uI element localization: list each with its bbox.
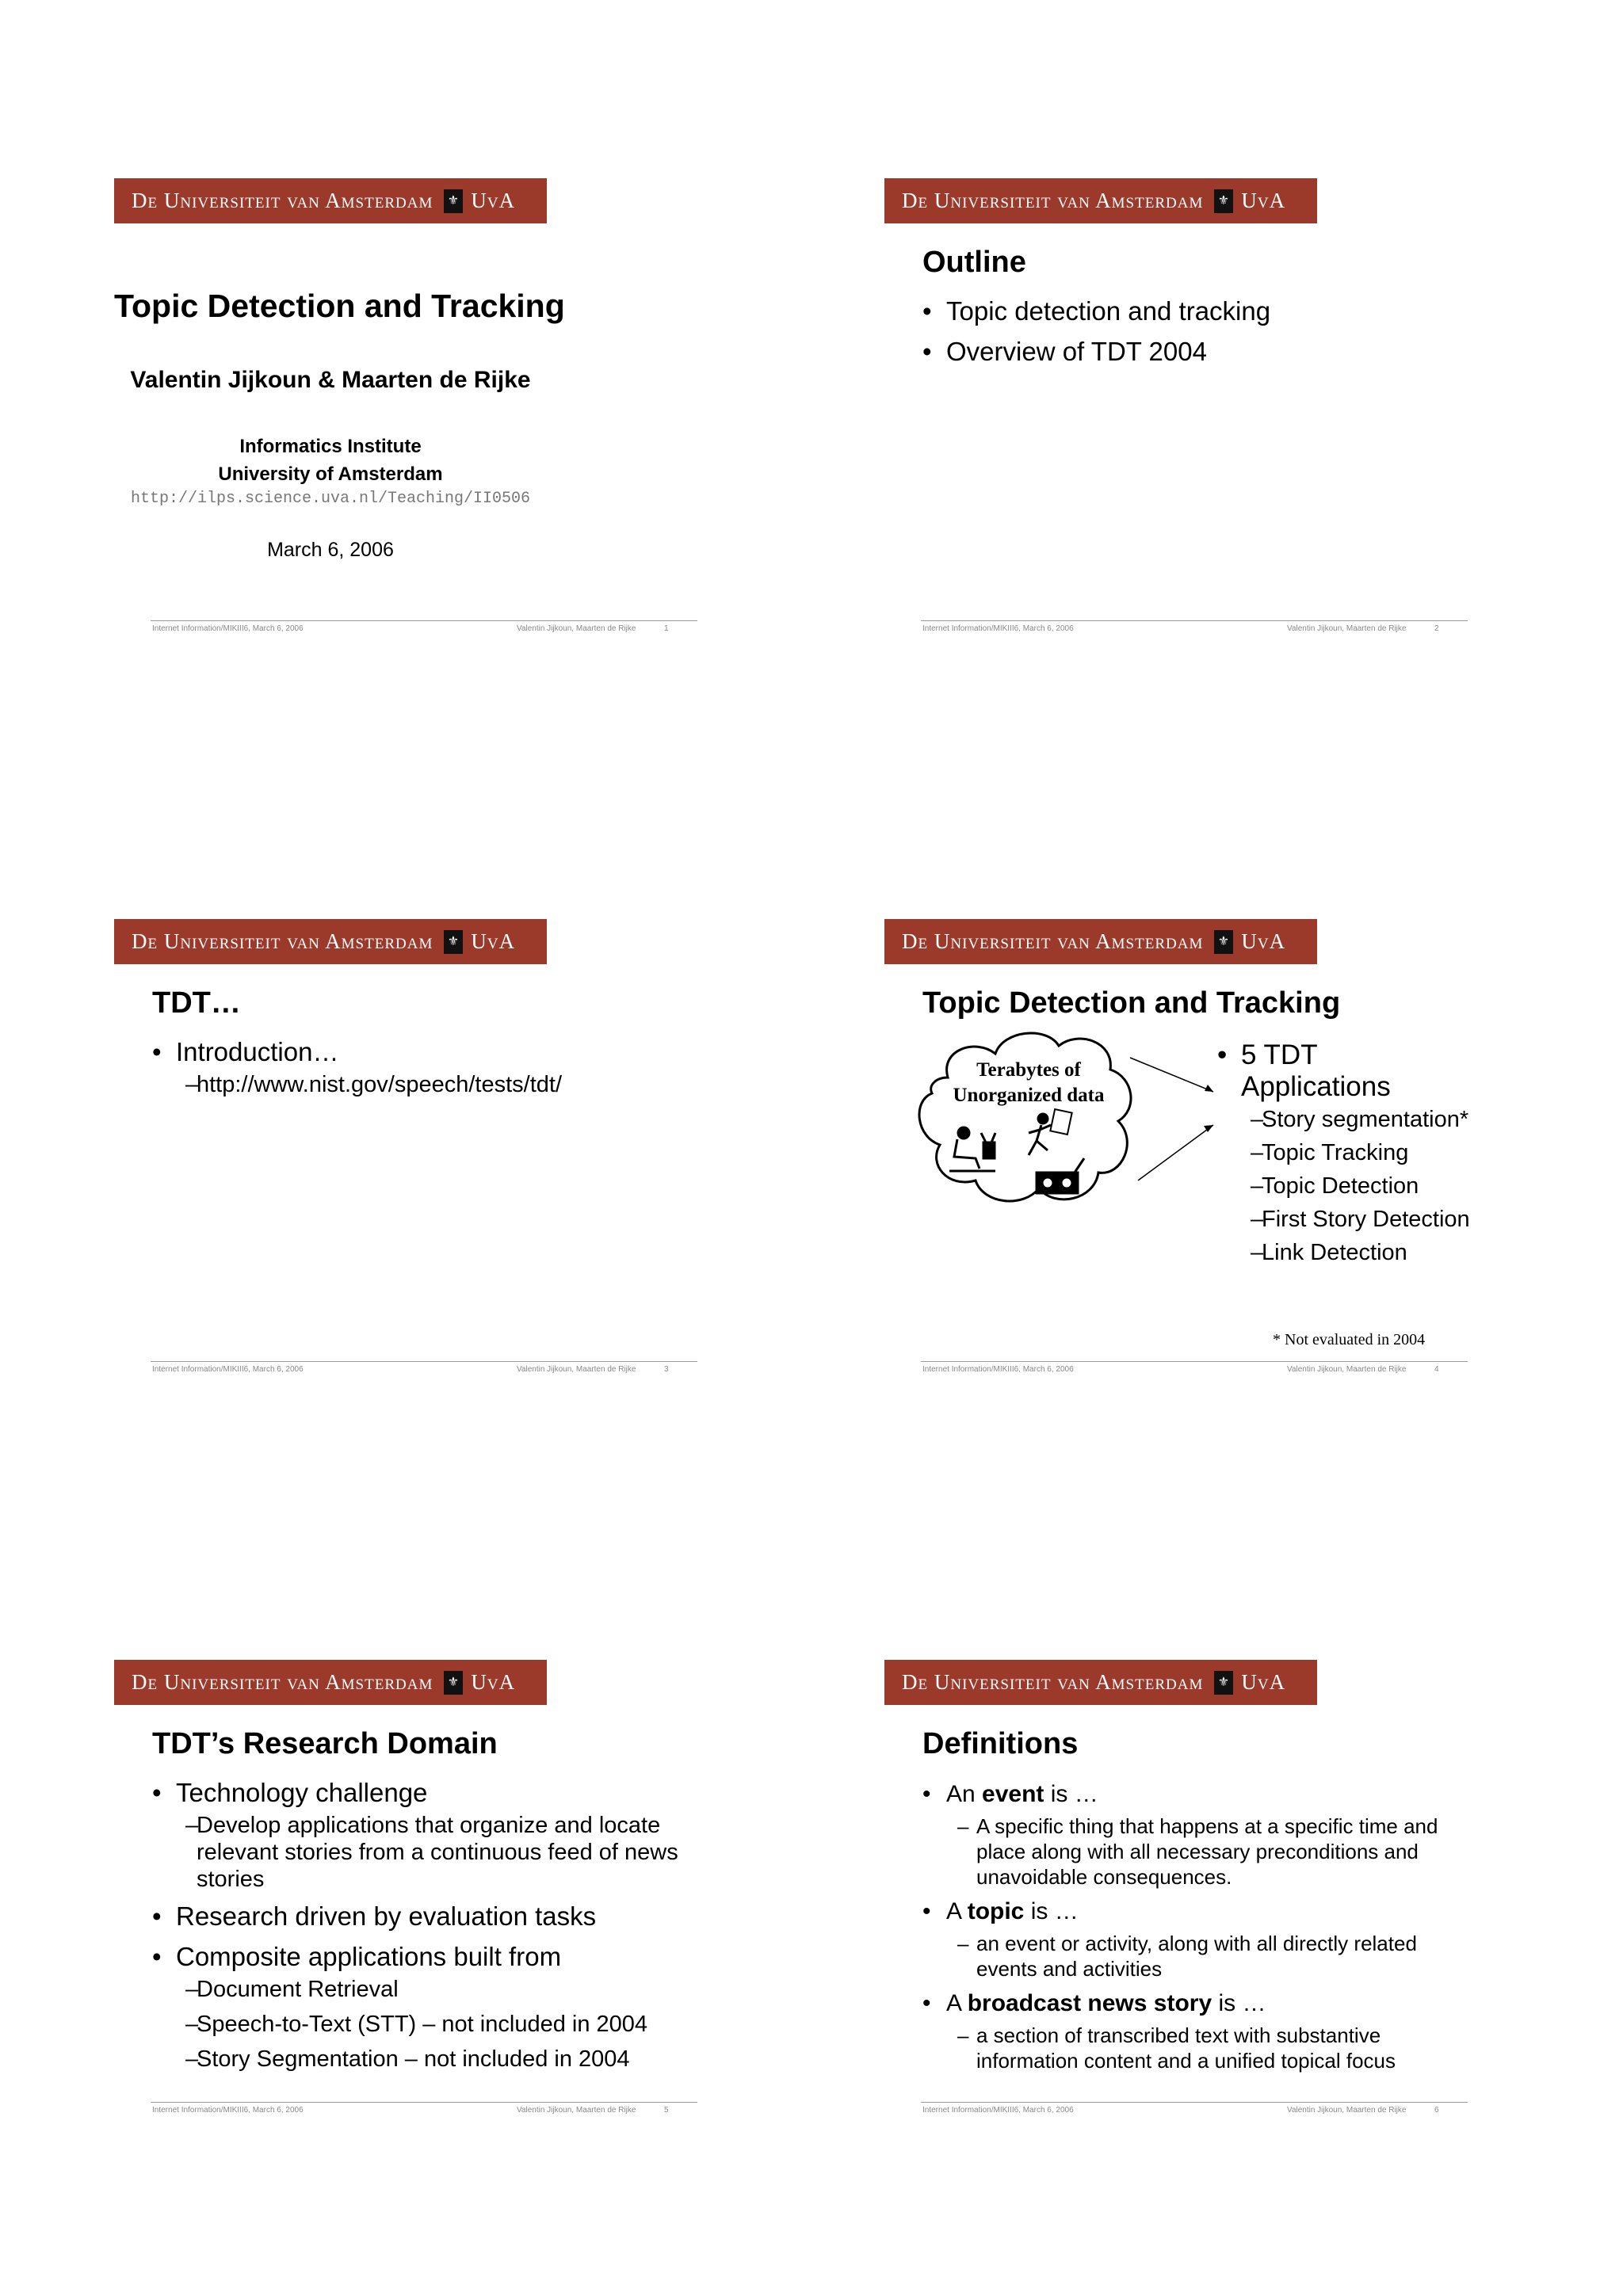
university-seal-icon: ⚜ xyxy=(1214,1671,1233,1695)
university-banner xyxy=(884,178,1317,223)
university: University of Amsterdam xyxy=(218,463,443,485)
slide-5 xyxy=(114,1660,685,2214)
uva-logo-text: UvA xyxy=(1241,189,1286,212)
uva-logo-text: UvA xyxy=(1241,1670,1286,1694)
bullet-list xyxy=(1217,1039,1471,1275)
footer-divider xyxy=(151,620,697,621)
bullet-text: 5 TDT Applications xyxy=(1241,1039,1391,1102)
university-name: De Universiteit van Amsterdam xyxy=(132,1670,433,1694)
bullet-item xyxy=(152,1941,683,2073)
bullet-text: is … xyxy=(1044,1781,1098,1807)
university-seal-icon: ⚜ xyxy=(444,930,463,954)
sub-list xyxy=(946,2023,1445,2073)
data-cloud-diagram xyxy=(900,1022,1257,1260)
university-banner xyxy=(114,1660,547,1705)
slide-title: Outline xyxy=(922,246,1026,279)
footer-divider xyxy=(921,1361,1468,1362)
bullet-item xyxy=(922,1779,1445,1890)
bullet-text: Technology challenge xyxy=(176,1778,428,1807)
university-banner xyxy=(114,919,547,964)
university-name: De Universiteit van Amsterdam xyxy=(132,189,433,212)
bullet-term: topic xyxy=(967,1898,1025,1924)
bullet-text: A xyxy=(946,1990,968,2016)
slide-title: Definitions xyxy=(922,1727,1079,1760)
cloud-shape xyxy=(919,1033,1131,1201)
footer-left: Internet Information/MIKIII6, March 6, 2006 xyxy=(152,624,304,633)
bullet-item: • Overview of TDT 2004 xyxy=(922,336,1461,368)
bullet-text: is … xyxy=(1212,1990,1266,2016)
slide-title: TDT… xyxy=(152,986,241,1020)
slide-number: 2 xyxy=(1434,624,1439,633)
arrow-line-top xyxy=(1130,1058,1213,1092)
date: March 6, 2006 xyxy=(267,539,394,561)
slide-number: 6 xyxy=(1434,2106,1439,2115)
footer-right: Valentin Jijkoun, Maarten de Rijke xyxy=(517,624,636,633)
bullet-item xyxy=(1217,1039,1471,1266)
footer-left: Internet Information/MIKIII6, March 6, 2006 xyxy=(922,1365,1074,1374)
footer-right: Valentin Jijkoun, Maarten de Rijke xyxy=(517,1365,636,1374)
uva-logo-text: UvA xyxy=(471,1670,516,1694)
footer-left: Internet Information/MIKIII6, March 6, 2006 xyxy=(922,2106,1074,2115)
footer-left: Internet Information/MIKIII6, March 6, 2006 xyxy=(152,2106,304,2115)
sub-list xyxy=(1241,1106,1471,1266)
course-url[interactable]: http://ilps.science.uva.nl/Teaching/II0506 xyxy=(130,490,531,508)
footer-divider xyxy=(921,620,1468,621)
footer-divider xyxy=(151,1361,697,1362)
footer-right: Valentin Jijkoun, Maarten de Rijke xyxy=(1287,624,1407,633)
university-name: De Universiteit van Amsterdam xyxy=(902,929,1204,953)
institute: Informatics Institute xyxy=(239,436,422,457)
uva-logo-text: UvA xyxy=(471,929,516,953)
footer-divider xyxy=(151,2102,697,2103)
bullet-text: A xyxy=(946,1898,968,1924)
footer-right: Valentin Jijkoun, Maarten de Rijke xyxy=(1287,1365,1407,1374)
footnote: * Not evaluated in 2004 xyxy=(1273,1331,1426,1348)
university-name: De Universiteit van Amsterdam xyxy=(902,189,1204,212)
slide-4 xyxy=(884,919,1470,1474)
university-banner xyxy=(114,178,547,223)
sub-item: – Speech-to-Text (STT) – not included in 2004 xyxy=(176,2011,683,2038)
slide-number: 1 xyxy=(664,624,669,633)
sub-list xyxy=(176,1812,683,1893)
sub-item: – Link Detection xyxy=(1241,1239,1471,1266)
sub-item: – Story segmentation* xyxy=(1241,1106,1471,1133)
slide-1 xyxy=(114,178,685,733)
sub-list xyxy=(176,1071,691,1098)
sub-item: – Document Retrieval xyxy=(176,1976,683,2003)
sub-list xyxy=(946,1814,1445,1890)
sub-item: – Story Segmentation – not included in 2004 xyxy=(176,2046,683,2073)
bullet-list xyxy=(922,1779,1445,2080)
bullet-item xyxy=(922,1896,1445,1981)
bullet-item xyxy=(152,1777,683,1893)
slide-title: Topic Detection and Tracking xyxy=(922,986,1341,1020)
bullet-term: event xyxy=(982,1781,1044,1807)
uva-logo-text: UvA xyxy=(471,189,516,212)
uva-logo-text: UvA xyxy=(1241,929,1286,953)
slide-3 xyxy=(114,919,685,1474)
sub-item: – an event or activity, along with all directly related events and activities xyxy=(946,1931,1445,1981)
sub-list xyxy=(176,1976,683,2073)
cloud-text-line2: Unorganized data xyxy=(953,1085,1105,1106)
university-seal-icon: ⚜ xyxy=(1214,930,1233,954)
bullet-list xyxy=(152,1777,683,2081)
cloud-text-line1: Terabytes of xyxy=(976,1059,1081,1081)
arrow-line-bottom xyxy=(1138,1125,1213,1180)
sub-item: – A specific thing that happens at a specific time and place along with all necessary preconditions and unavoidable consequences. xyxy=(946,1814,1445,1890)
bullet-text: An xyxy=(946,1781,983,1807)
slide-number: 4 xyxy=(1434,1365,1439,1374)
bullet-text: Introduction… xyxy=(176,1037,339,1066)
university-seal-icon: ⚜ xyxy=(444,1671,463,1695)
sub-item: – First Story Detection xyxy=(1241,1206,1471,1233)
bullet-text: Composite applications built from xyxy=(176,1942,562,1971)
bullet-item: • Research driven by evaluation tasks xyxy=(152,1901,683,1932)
slide-6 xyxy=(884,1660,1455,2214)
university-seal-icon: ⚜ xyxy=(1214,189,1233,213)
bullet-list xyxy=(922,296,1461,376)
sub-item: – a section of transcribed text with substantive information content and a unified topical focus xyxy=(946,2023,1445,2073)
sub-list xyxy=(946,1931,1445,1981)
university-name: De Universiteit van Amsterdam xyxy=(902,1670,1204,1694)
university-seal-icon: ⚜ xyxy=(444,189,463,213)
bullet-item xyxy=(922,1988,1445,2073)
university-banner xyxy=(884,1660,1317,1705)
slide-number: 5 xyxy=(664,2106,669,2115)
slide-title: TDT’s Research Domain xyxy=(152,1727,498,1760)
footer-divider xyxy=(921,2102,1468,2103)
sub-item: – Topic Detection xyxy=(1241,1173,1471,1199)
university-name: De Universiteit van Amsterdam xyxy=(132,929,433,953)
footer-left: Internet Information/MIKIII6, March 6, 2006 xyxy=(922,624,1074,633)
footer-left: Internet Information/MIKIII6, March 6, 2006 xyxy=(152,1365,304,1374)
bullet-item xyxy=(152,1036,691,1098)
sub-item-link[interactable]: – http://www.nist.gov/speech/tests/tdt/ xyxy=(176,1071,691,1098)
footer-right: Valentin Jijkoun, Maarten de Rijke xyxy=(517,2106,636,2115)
sub-item: – Develop applications that organize and locate relevant stories from a continuous feed of news stories xyxy=(176,1812,683,1893)
bullet-text: is … xyxy=(1024,1898,1079,1924)
slide-number: 3 xyxy=(664,1365,669,1374)
slide-2 xyxy=(884,178,1455,733)
slide-title: Topic Detection and Tracking xyxy=(114,288,565,324)
authors: Valentin Jijkoun & Maarten de Rijke xyxy=(130,367,531,393)
bullet-item: • Topic detection and tracking xyxy=(922,296,1461,327)
bullet-term: broadcast news story xyxy=(967,1990,1212,2016)
bullet-list xyxy=(152,1036,691,1107)
sub-item: – Topic Tracking xyxy=(1241,1139,1471,1166)
university-banner xyxy=(884,919,1317,964)
footer-right: Valentin Jijkoun, Maarten de Rijke xyxy=(1287,2106,1407,2115)
